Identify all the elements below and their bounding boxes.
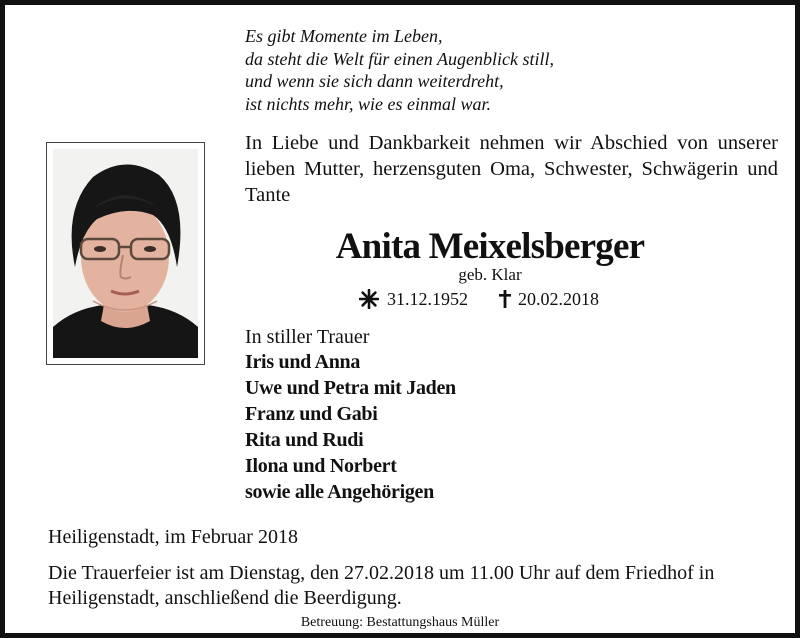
intro-text: In Liebe und Dankbarkeit nehmen wir Abschied von unserer lieben Mutter, herzensguten Oma, Schwester, Schwägerin und Tante [245, 132, 778, 206]
mourning-label: In stiller Trauer [245, 326, 370, 348]
birth-date: 31.12.1952 [387, 289, 468, 309]
portrait-illustration [53, 149, 198, 358]
service-info: Die Trauerfeier ist am Dienstag, den 27.02.2018 um 11.00 Uhr auf dem Friedhof in Heiligenstadt, anschließend die Beerdigung. [48, 562, 715, 609]
portrait-frame [46, 142, 205, 365]
mourner-entry: Iris und Anna [245, 351, 361, 373]
mourner-entry: Rita und Rudi [245, 428, 364, 451]
mourner-entry: Ilona und Norbert [245, 454, 397, 477]
undertaker-credit: Betreuung: Bestattungshaus Müller [300, 615, 500, 630]
deceased-name: Anita Meixelsberger [335, 226, 645, 267]
portrait-photo [53, 149, 198, 358]
star-icon [359, 289, 379, 309]
mourners-list [245, 350, 456, 505]
poem-line: Es gibt Momente im Leben, [245, 26, 443, 46]
mourner-entry: Franz und Gabi [245, 402, 378, 425]
poem [245, 25, 765, 115]
death-date: 20.02.2018 [518, 289, 599, 309]
poem-line: ist nichts mehr, wie es einmal war. [245, 93, 491, 114]
maiden-name: geb. Klar [458, 265, 522, 284]
mourner-entry: Uwe und Petra mit Jaden [245, 376, 456, 399]
mourner-entry: sowie alle Angehörigen [245, 480, 434, 503]
cross-icon [498, 289, 512, 309]
poem-line: und wenn sie sich dann weiterdreht, [245, 71, 504, 91]
place-date: Heiligenstadt, im Februar 2018 [48, 526, 298, 548]
poem-line: da steht die Welt für einen Augenblick still, [245, 48, 554, 69]
life-dates [359, 288, 599, 310]
